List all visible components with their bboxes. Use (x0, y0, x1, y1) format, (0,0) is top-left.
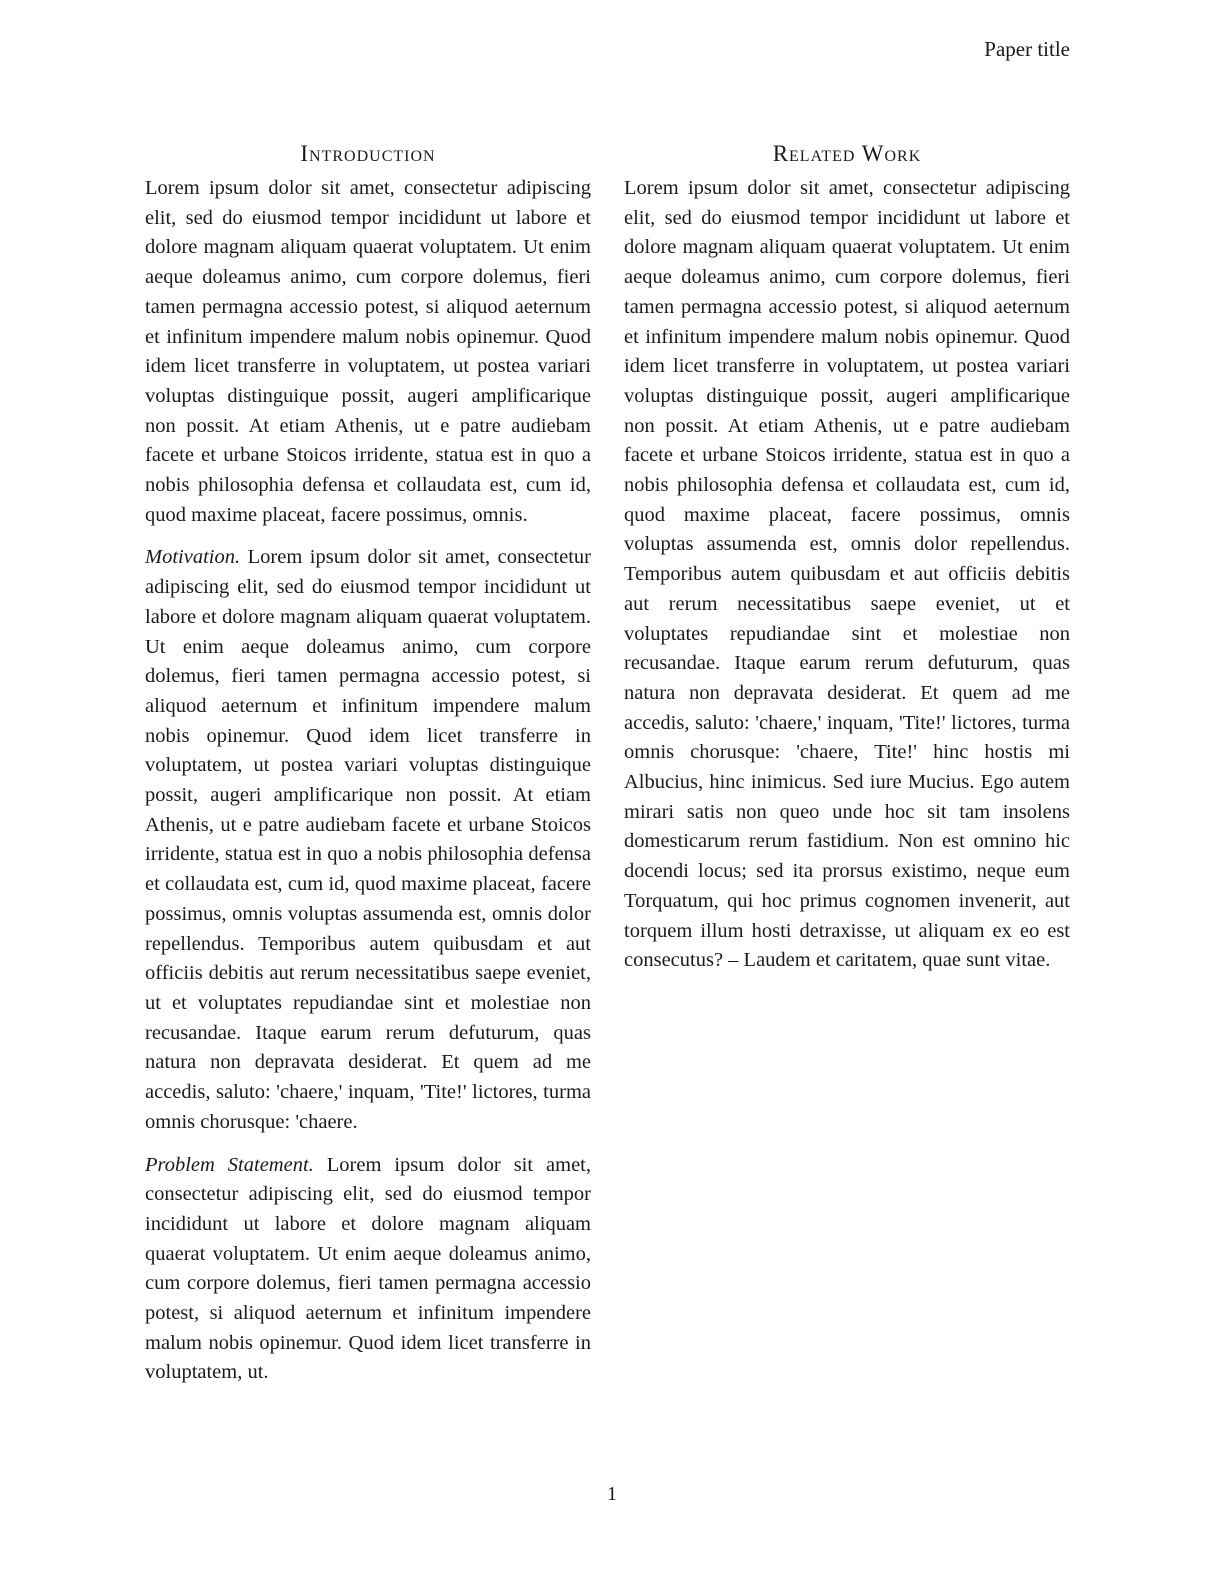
paragraph-lead-problem-statement: Problem Statement. (145, 1153, 314, 1176)
left-column (145, 139, 591, 1388)
paper-title: Paper title (984, 37, 1070, 61)
page-number: 1 (607, 1483, 617, 1505)
paragraph-text: Lorem ipsum dolor sit amet, consectetur adipiscing elit, sed do eiusmod tempor incididunt ut labore et dolore magnam aliquam quaerat voluptatem. Ut enim aeque doleamus animo, cum corpore dolemus, fieri tamen permagna accessio potest, si aliquod aeternum et infinitum impendere malum nobis opinemur. Quod idem licet transferre in voluptatem, ut postea variari voluptas distinguique possit, augeri amplificarique non possit. At etiam Athenis, ut e patre audiebam facete et urbane Stoicos irridente, statua est in quo a nobis philosophia defensa et collaudata est, cum id, quod maxime placeat, facere possimus, omnis voluptas assumenda est, omnis dolor repellendus. Temporibus autem quibusdam et aut officiis debitis aut rerum necessitatibus saepe eveniet, ut et voluptates repudiandae sint et molestiae non recusandae. Itaque earum rerum defuturum, quas natura non depravata desiderat. Et quem ad me accedis, saluto: 'chaere,' inquam, 'Tite!' lictores, turma omnis chorusque: 'chaere, Tite!' hinc hostis mi Albucius, hinc inimicus. Sed iure Mucius. Ego autem mirari satis non queo unde hoc sit tam insolens domesticarum rerum fastidium. Non est omnino hic docendi locus; sed ita prorsus existimo, neque eum Torquatum, qui hoc primus cognomen invenerit, aut torquem illum hosti detraxisse, ut aliquam ex eo est consecutus? – Laudem et caritatem, quae sunt vitae. (624, 177, 1070, 972)
paragraph-text: Lorem ipsum dolor sit amet, consectetur adipiscing elit, sed do eiusmod tempor incididunt ut labore et dolore magnam aliquam quaerat voluptatem. Ut enim aeque doleamus animo, cum corpore dolemus, fieri tamen permagna accessio potest, si aliquod aeternum et infinitum impendere malum nobis opinemur. Quod idem licet transferre in voluptatem, ut postea variari voluptas distinguique possit, augeri amplificarique non possit. At etiam Athenis, ut e patre audiebam facete et urbane Stoicos irridente, statua est in quo a nobis philosophia defensa et collaudata est, cum id, quod maxime placeat, facere possimus, omnis voluptas assumenda est, omnis dolor repellendus. Temporibus autem quibusdam et aut officiis debitis aut rerum necessitatibus saepe eveniet, ut et voluptates repudiandae sint et molestiae non recusandae. Itaque earum rerum defuturum, quas natura non depravata desiderat. Et quem ad me accedis, saluto: 'chaere,' inquam, 'Tite!' lictores, turma omnis chorusque: 'chaere. (145, 546, 591, 1133)
right-column (624, 139, 1070, 1388)
paragraph-related-work (624, 174, 1070, 976)
running-header (145, 36, 1070, 62)
paragraph-introduction (145, 174, 591, 530)
paragraph-problem-statement (145, 1151, 591, 1389)
paragraph-motivation (145, 543, 591, 1137)
paragraph-text: Lorem ipsum dolor sit amet, consectetur adipiscing elit, sed do eiusmod tempor incididunt ut labore et dolore magnam aliquam quaerat voluptatem. Ut enim aeque doleamus animo, cum corpore dolemus, fieri tamen permagna accessio potest, si aliquod aeternum et infinitum impendere malum nobis opinemur. Quod idem licet transferre in voluptatem, ut postea variari voluptas distinguique possit, augeri amplificarique non possit. At etiam Athenis, ut e patre audiebam facete et urbane Stoicos irridente, statua est in quo a nobis philosophia defensa et collaudata est, cum id, quod maxime placeat, facere possimus, omnis. (145, 177, 591, 526)
paragraph-lead-motivation: Motivation. (145, 546, 241, 569)
paragraph-text: Lorem ipsum dolor sit amet, consectetur adipiscing elit, sed do eiusmod tempor incididunt ut labore et dolore magnam aliquam quaerat voluptatem. Ut enim aeque doleamus animo, cum corpore dolemus, fieri tamen permagna accessio potest, si aliquod aeternum et infinitum impendere malum nobis opinemur. Quod idem licet transferre in voluptatem, ut. (145, 1153, 591, 1384)
section-heading-related-work: Related Work (772, 141, 922, 166)
two-column-body (145, 139, 1070, 1388)
section-heading-introduction: Introduction (300, 141, 436, 166)
